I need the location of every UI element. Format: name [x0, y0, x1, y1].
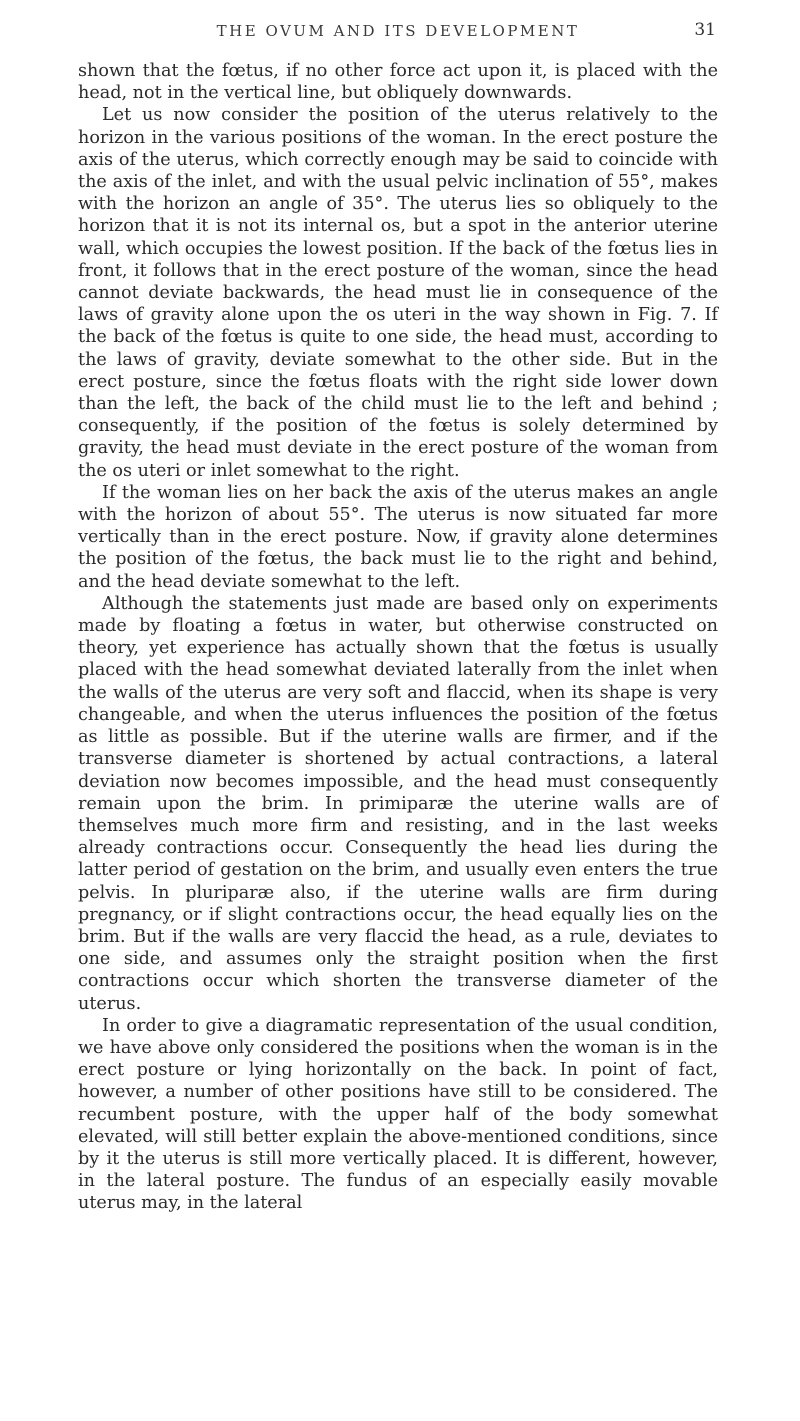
book-page	[78, 0, 718, 1215]
running-title: THE OVUM AND ITS DEVELOPMENT	[216, 22, 580, 40]
running-head	[78, 0, 718, 60]
body-text	[78, 60, 718, 1215]
paragraph: If the woman lies on her back the axis of the uterus makes an angle with the horizon of about 55°. The uterus is now situated far more vertically than in the erect posture. Now, if gravity alone determines the position of the fœtus, the back must lie to the right and behind, and the head deviate somewhat to the left.	[78, 482, 718, 592]
paragraph: Let us now consider the position of the uterus relatively to the horizon in the various positions of the woman. In the erect posture the axis of the uterus, which correctly enough may be said to coincide with the axis of the inlet, and with the usual pelvic inclination of 55°, makes with the horizon an angle of 35°. The uterus lies so obliquely to the horizon that it is not its internal os, but a spot in the anterior uterine wall, which occupies the lowest position. If the back of the fœtus lies in front, it follows that in the erect posture of the woman, since the head cannot deviate backwards, the head must lie in consequence of the laws of gravity alone upon the os uteri in the way shown in Fig. 7. If the back of the fœtus is quite to one side, the head must, according to the laws of gravity, deviate somewhat to the other side. But in the erect posture, since the fœtus floats with the right side lower down than the left, the back of the child must lie to the left and behind ; consequently, if the position of the fœtus is solely determined by gravity, the head must deviate in the erect posture of the woman from the os uteri or inlet somewhat to the right.	[78, 105, 718, 481]
paragraph: Although the statements just made are based only on experiments made by floating a fœtus in water, but otherwise constructed on theory, yet experience has actually shown that the fœtus is usually placed with the head somewhat deviated laterally from the inlet when the walls of the uterus are very soft and flaccid, when its shape is very changeable, and when the uterus influences the position of the fœtus as little as possible. But if the uterine walls are firmer, and if the transverse diameter is shortened by actual contractions, a lateral deviation now becomes impossible, and the head must consequently remain upon the brim. In primiparæ the uterine walls are of themselves much more firm and resisting, and in the last weeks already contractions occur. Consequently the head lies during the latter period of gestation on the brim, and usually even enters the true pelvis. In pluriparæ also, if the uterine walls are firm during pregnancy, or if slight contractions occur, the head equally lies on the brim. But if the walls are very flaccid the head, as a rule, deviates to one side, and assumes only the straight position when the first contractions occur which shorten the transverse diameter of the uterus.	[78, 593, 718, 1014]
page-number: 31	[694, 20, 716, 40]
paragraph: In order to give a diagramatic representation of the usual condition, we have above only considered the positions when the woman is in the erect posture or lying horizontally on the back. In point of fact, however, a number of other positions have still to be considered. The recumbent posture, with the upper half of the body somewhat elevated, will still better explain the above-mentioned conditions, since by it the uterus is still more vertically placed. It is different, however, in the lateral posture. The fundus of an especially easily movable uterus may, in the lateral	[78, 1015, 718, 1214]
paragraph: shown that the fœtus, if no other force act upon it, is placed with the head, not in the vertical line, but obliquely downwards.	[78, 61, 718, 104]
